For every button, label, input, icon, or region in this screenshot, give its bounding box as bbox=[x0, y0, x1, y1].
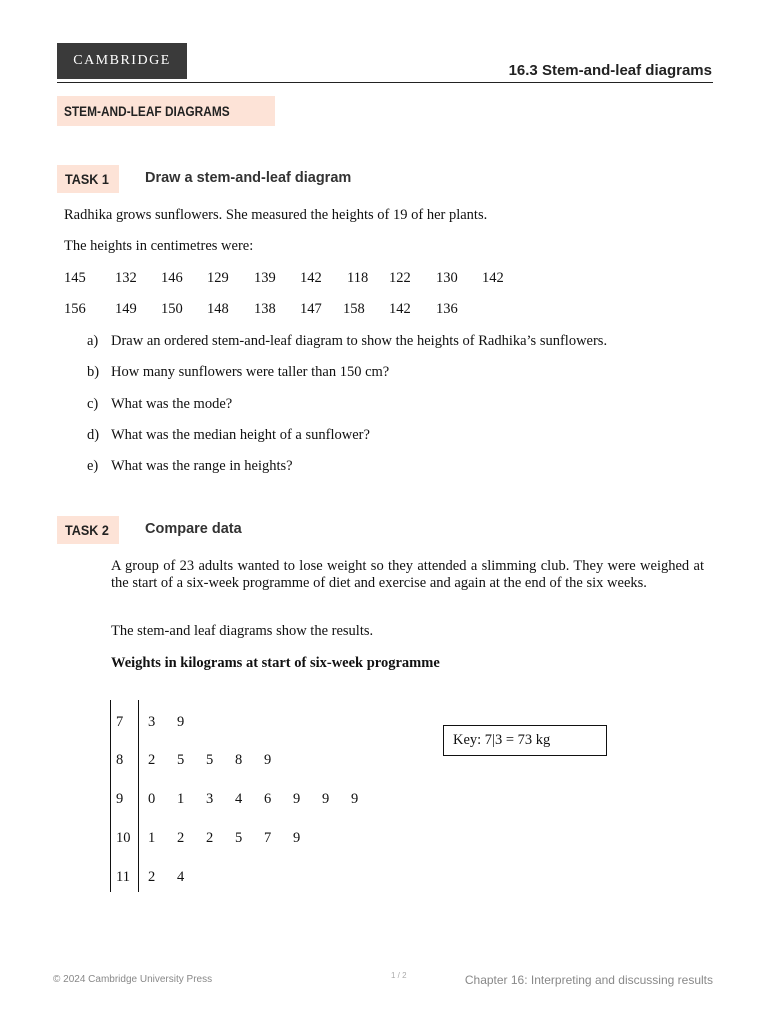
task1-intro-1: Radhika grows sunflowers. She measured the heights of 19 of her plants. bbox=[64, 207, 488, 223]
leaf-value: 2 bbox=[177, 830, 185, 846]
height-value: 130 bbox=[436, 270, 458, 286]
task2-badge-text: TASK 2 bbox=[65, 522, 109, 538]
page-header-title: 16.3 Stem-and-leaf diagrams bbox=[508, 62, 712, 79]
leaf-value: 1 bbox=[177, 791, 185, 807]
question-d: What was the median height of a sunflower? bbox=[111, 427, 370, 443]
height-value: 139 bbox=[254, 270, 276, 286]
height-value: 118 bbox=[347, 270, 369, 286]
question-e: What was the range in heights? bbox=[111, 458, 293, 474]
task1-badge bbox=[57, 165, 119, 193]
footer-copyright: © 2024 Cambridge University Press bbox=[53, 974, 213, 985]
leaf-value: 9 bbox=[351, 791, 359, 807]
leaf-value: 5 bbox=[206, 752, 214, 768]
leaf-value: 3 bbox=[206, 791, 214, 807]
question-label-c: c) bbox=[87, 396, 99, 412]
leaf-value: 6 bbox=[264, 791, 272, 807]
leaf-value: 3 bbox=[148, 714, 156, 730]
question-label-a: a) bbox=[87, 333, 99, 349]
height-value: 148 bbox=[207, 301, 229, 317]
footer-chapter: Chapter 16: Interpreting and discussing results bbox=[464, 973, 713, 987]
leaf-value: 5 bbox=[177, 752, 185, 768]
height-value: 129 bbox=[207, 270, 229, 286]
diagram-key-text: Key: 7|3 = 73 kg bbox=[453, 732, 551, 748]
height-value: 122 bbox=[389, 270, 411, 286]
leaf-value: 8 bbox=[235, 752, 243, 768]
logo-text: CAMBRIDGE bbox=[73, 53, 171, 68]
question-a: Draw an ordered stem-and-leaf diagram to show the heights of Radhika’s sunflowers. bbox=[111, 333, 608, 349]
question-label-d: d) bbox=[87, 427, 100, 443]
question-c: What was the mode? bbox=[111, 396, 233, 412]
leaf-value: 9 bbox=[264, 752, 272, 768]
height-value: 156 bbox=[64, 301, 86, 317]
leaf-value: 9 bbox=[293, 830, 301, 846]
leaf-value: 9 bbox=[177, 714, 185, 730]
stem-value: 8 bbox=[116, 752, 124, 768]
task2-paragraph-2: The stem-and leaf diagrams show the results. bbox=[111, 623, 374, 639]
task1-badge-text: TASK 1 bbox=[65, 171, 109, 187]
height-value: 142 bbox=[300, 270, 322, 286]
diagram-title: Weights in kilograms at start of six-week programme bbox=[111, 655, 440, 671]
height-value: 142 bbox=[482, 270, 504, 286]
leaf-value: 4 bbox=[235, 791, 243, 807]
height-value: 158 bbox=[343, 301, 365, 317]
diagram-key bbox=[443, 725, 607, 756]
cambridge-logo bbox=[57, 43, 187, 79]
diagram-left-border bbox=[110, 700, 111, 892]
question-b: How many sunflowers were taller than 150 cm? bbox=[111, 364, 390, 380]
header-divider bbox=[57, 82, 713, 83]
section-label bbox=[57, 96, 275, 126]
leaf-value: 5 bbox=[235, 830, 243, 846]
stem-value: 11 bbox=[116, 869, 130, 885]
leaf-value: 7 bbox=[264, 830, 272, 846]
footer-page-number: 1 / 2 bbox=[391, 971, 407, 980]
stem-value: 10 bbox=[116, 830, 131, 846]
height-value: 136 bbox=[436, 301, 458, 317]
question-label-b: b) bbox=[87, 364, 100, 380]
task1-intro-2: The heights in centimetres were: bbox=[64, 238, 254, 254]
leaf-value: 2 bbox=[148, 869, 156, 885]
leaf-value: 9 bbox=[293, 791, 301, 807]
height-value: 149 bbox=[115, 301, 137, 317]
task2-title: Compare data bbox=[145, 521, 242, 537]
leaf-value: 0 bbox=[148, 791, 156, 807]
height-value: 146 bbox=[161, 270, 183, 286]
leaf-value: 2 bbox=[206, 830, 214, 846]
height-value: 145 bbox=[64, 270, 86, 286]
height-value: 142 bbox=[389, 301, 411, 317]
task2-badge bbox=[57, 516, 119, 544]
leaf-value: 2 bbox=[148, 752, 156, 768]
task1-title: Draw a stem-and-leaf diagram bbox=[145, 170, 352, 186]
height-value: 150 bbox=[161, 301, 183, 317]
leaf-value: 1 bbox=[148, 830, 156, 846]
height-value: 138 bbox=[254, 301, 276, 317]
stem-value: 7 bbox=[116, 714, 124, 730]
stem-divider bbox=[138, 700, 139, 892]
stem-value: 9 bbox=[116, 791, 124, 807]
leaf-value: 9 bbox=[322, 791, 330, 807]
leaf-value: 4 bbox=[177, 869, 185, 885]
height-value: 147 bbox=[300, 301, 322, 317]
section-label-text: STEM-AND-LEAF DIAGRAMS bbox=[64, 103, 230, 119]
task2-paragraph: A group of 23 adults wanted to lose weight so they attended a slimming club. They were weighed at the start of a six-week programme of diet and exercise and again at the end of the six weeks. bbox=[111, 558, 704, 591]
height-value: 132 bbox=[115, 270, 137, 286]
question-label-e: e) bbox=[87, 458, 99, 474]
